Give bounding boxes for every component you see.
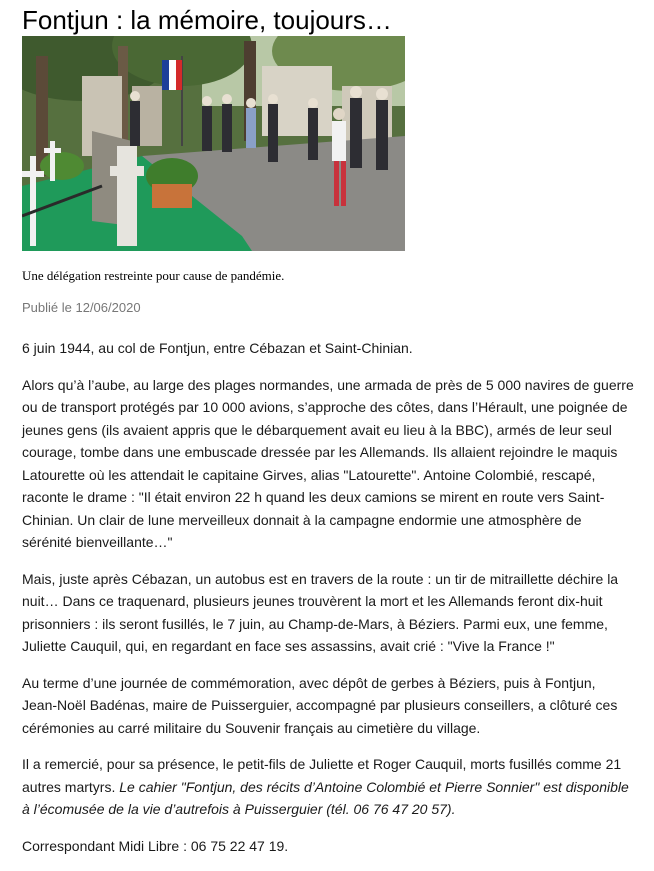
article-paragraph-5-italic: Le cahier "Fontjun, des récits d’Antoine Colombié et Pierre Sonnier" est disponible à l’écomusée de la vie d’autrefois à Puisserguier (tél. 06 76 47 20 57). (22, 778, 629, 817)
correspondent-contact: Correspondant Midi Libre : 06 75 22 47 19. (22, 837, 289, 854)
publication-date: Publié le 12/06/2020 (22, 300, 141, 315)
cemetery-ceremony-photo-icon (22, 36, 405, 251)
article-title: Fontjun : la mémoire, toujours… (22, 5, 392, 35)
photo-caption: Une délégation restreinte pour cause de pandémie. (22, 268, 285, 283)
article-paragraph-3: Mais, juste après Cébazan, un autobus est en travers de la route : un tir de mitraillette déchire la nuit… Dans ce traquenard, plusieurs jeunes trouvèrent la mort et les Allemands feront dix-huit prisonniers : ils seront fusillés, le 7 juin, au Champ-de-Mars, à Béziers. Parmi eux, une femme, Juliette Cauquil, qui, en regardant en face ses assassins, avait crié : "Vive la France !" (22, 570, 619, 654)
article-paragraph-2: Alors qu’à l’aube, au large des plages normandes, une armada de près de 5 000 navires de guerre ou de transport protégés par 10 000 avions, s’approche des côtes, dans l’Hérault, une poignée de jeunes gens (ils avaient appris que le débarquement avait eu lieu à la BBC), armés de leur seul courage, tombe dans une embuscade dressée par les Allemands. Ils allaient rejoindre le maquis Latourette où les attendait le capitaine Girves, alias "Latourette". Antoine Colombié, rescapé, raconte le drame : "Il était environ 22 h quand les deux camions se mirent en route vers Saint-Chinian. Un clair de lune merveilleux donnait à la campagne endormie une atmosphère de sérénité bienveillante…" (22, 376, 634, 550)
article-paragraph-4: Au terme d’une journée de commémoration, avec dépôt de gerbes à Béziers, puis à Fontjun, Jean-Noël Badénas, maire de Puisserguier, accompagné par plusieurs conseillers, a clôturé ces cérémonies au carré militaire du Souvenir français au cimetière du village. (22, 674, 618, 736)
article-photo (22, 36, 405, 251)
article-paragraph-5 (22, 753, 634, 821)
article-paragraph-1: 6 juin 1944, au col de Fontjun, entre Cébazan et Saint-Chinian. (22, 340, 413, 356)
article-body (22, 337, 634, 871)
article-paragraph-5-text: Il a remercié, pour sa présence, le petit-fils de Juliette et Roger Cauquil, morts fusillés comme 21 autres martyrs. (22, 756, 622, 795)
